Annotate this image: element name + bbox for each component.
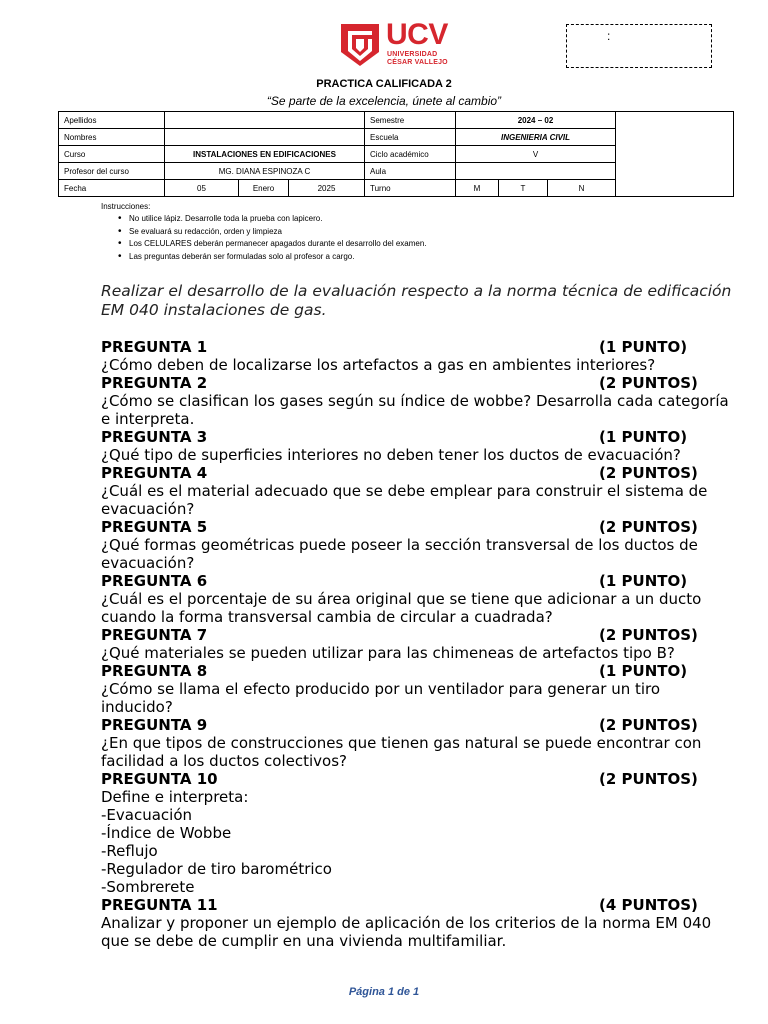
question-text: Analizar y proponer un ejemplo de aplicación de los criterios de la norma EM 040 que se debe de cumplir en una vivienda multifamiliar. (101, 914, 712, 950)
question-points: (4 PUNTOS) (599, 896, 698, 914)
question-label: PREGUNTA 10 (101, 770, 218, 788)
question-text: ¿Qué materiales se pueden utilizar para las chimeneas de artefactos tipo B? (101, 644, 675, 662)
ciclo-value: V (456, 146, 616, 163)
curso-label: Curso (59, 146, 165, 163)
question-text: ¿Cómo se clasifican los gases según su índice de wobbe? Desarrolla cada categoría e interpreta. (101, 392, 729, 428)
semestre-value: 2024 – 02 (456, 112, 616, 129)
list-item: • No utilice lápiz. Desarrolle toda la prueba con lapicero. (118, 213, 427, 226)
logo-brand: UCV (386, 18, 448, 51)
question-label: PREGUNTA 9 (101, 716, 208, 734)
question-header (101, 374, 751, 392)
intro-paragraph: Realizar el desarrollo de la evaluación respecto a la norma técnica de edificación EM 040 instalaciones de gas. (101, 282, 732, 319)
question-points: (2 PUNTOS) (599, 374, 698, 392)
fecha-month: Enero (239, 180, 289, 197)
shield-logo-icon (339, 22, 381, 68)
question-points: (2 PUNTOS) (599, 716, 698, 734)
question-label: PREGUNTA 11 (101, 896, 218, 914)
question-points: (2 PUNTOS) (599, 464, 698, 482)
question-text: ¿Qué tipo de superficies interiores no deben tener los ductos de evacuación? (101, 446, 681, 464)
question-header (101, 572, 751, 590)
question-block (101, 428, 751, 464)
logo-line-2: CÉSAR VALLEJO (387, 59, 448, 66)
questions-section (101, 338, 751, 950)
question-header (101, 896, 751, 914)
table-row (59, 112, 734, 129)
semestre-label: Semestre (365, 112, 456, 129)
question-text: ¿Cómo se llama el efecto producido por un ventilador para generar un tiro inducido? (101, 680, 661, 716)
escuela-value: INGENIERIA CIVIL (456, 129, 616, 146)
question-points: (1 PUNTO) (599, 572, 688, 590)
logo-line-1: UNIVERSIDAD (387, 51, 438, 58)
ciclo-label: Ciclo académico (365, 146, 456, 163)
question-label: PREGUNTA 8 (101, 662, 208, 680)
question-block (101, 464, 751, 518)
escuela-label: Escuela (365, 129, 456, 146)
turno-m[interactable]: M (456, 180, 499, 197)
question-text: Define e interpreta: -Evacuación -Índice de Wobbe -Reflujo -Regulador de tiro barométrico -Sombrerete (101, 788, 332, 896)
question-block (101, 338, 751, 374)
question-header (101, 338, 751, 356)
question-text: ¿En que tipos de construcciones que tienen gas natural se puede encontrar con facilidad a los ductos colectivos? (101, 734, 702, 770)
question-block (101, 716, 751, 770)
list-item: • Los CELULARES deberán permanecer apagados durante el desarrollo del examen. (118, 238, 427, 251)
question-header (101, 626, 751, 644)
question-points: (1 PUNTO) (599, 428, 688, 446)
question-label: PREGUNTA 2 (101, 374, 208, 392)
student-info-table (58, 111, 734, 197)
question-block (101, 770, 751, 896)
page-number: Página 1 de 1 (348, 986, 420, 998)
question-points: (2 PUNTOS) (599, 518, 698, 536)
question-text: ¿Cuál es el porcentaje de su área original que se tiene que adicionar a un ducto cuando la forma transversal cambia de circular a cuadrada? (101, 590, 702, 626)
question-label: PREGUNTA 3 (101, 428, 208, 446)
nombres-label: Nombres (59, 129, 165, 146)
question-header (101, 770, 751, 788)
instructions-title: Instrucciones: (101, 202, 151, 211)
question-block (101, 518, 751, 572)
question-points: (2 PUNTOS) (599, 626, 698, 644)
id-box-colon: : (607, 29, 611, 43)
question-header (101, 518, 751, 536)
question-header (101, 428, 751, 446)
question-label: PREGUNTA 4 (101, 464, 208, 482)
turno-t[interactable]: T (499, 180, 548, 197)
exam-title: PRACTICA CALIFICADA 2 (316, 78, 452, 90)
fecha-year: 2025 (289, 180, 365, 197)
question-label: PREGUNTA 6 (101, 572, 208, 590)
turno-label: Turno (365, 180, 456, 197)
curso-value: INSTALACIONES EN EDIFICACIONES (165, 146, 365, 163)
question-header (101, 716, 751, 734)
question-text: ¿Qué formas geométricas puede poseer la sección transversal de los ductos de evacuación? (101, 536, 698, 572)
question-block (101, 572, 751, 626)
question-label: PREGUNTA 7 (101, 626, 208, 644)
question-label: PREGUNTA 5 (101, 518, 208, 536)
question-block (101, 662, 751, 716)
nombres-field[interactable] (165, 129, 365, 146)
question-block (101, 896, 751, 950)
question-block (101, 374, 751, 428)
question-points: (1 PUNTO) (599, 338, 688, 356)
aula-field[interactable] (456, 163, 616, 180)
question-points: (2 PUNTOS) (599, 770, 698, 788)
apellidos-label: Apellidos (59, 112, 165, 129)
list-item: • Las preguntas deberán ser formuladas solo al profesor a cargo. (118, 251, 427, 264)
question-header (101, 464, 751, 482)
question-text: ¿Cómo deben de localizarse los artefactos a gas en ambientes interiores? (101, 356, 656, 374)
question-label: PREGUNTA 1 (101, 338, 208, 356)
aula-label: Aula (365, 163, 456, 180)
profesor-value: MG. DIANA ESPINOZA C (165, 163, 365, 180)
fecha-label: Fecha (59, 180, 165, 197)
student-id-box[interactable] (566, 24, 712, 68)
university-logo (339, 18, 451, 70)
fecha-day: 05 (165, 180, 239, 197)
profesor-label: Profesor del curso (59, 163, 165, 180)
exam-motto: “Se parte de la excelencia, únete al cambio” (266, 94, 502, 108)
question-text: ¿Cuál es el material adecuado que se debe emplear para construir el sistema de evacuación? (101, 482, 708, 518)
question-block (101, 626, 751, 662)
question-points: (1 PUNTO) (599, 662, 688, 680)
question-header (101, 662, 751, 680)
apellidos-field[interactable] (165, 112, 365, 129)
turno-n[interactable]: N (548, 180, 616, 197)
instructions-list (118, 213, 427, 263)
list-item: • Se evaluará su redacción, orden y limpieza (118, 226, 427, 239)
grade-box (616, 112, 734, 197)
